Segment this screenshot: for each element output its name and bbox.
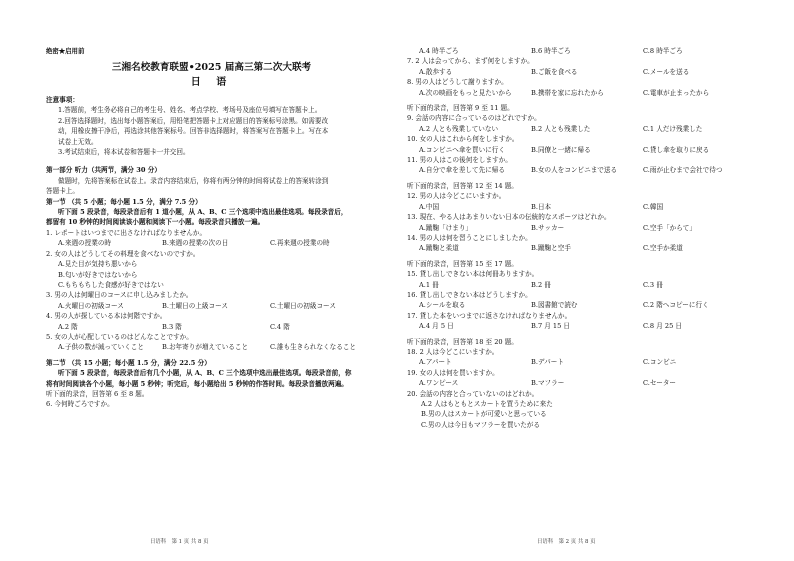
option-b: B.女の人をコンビニまで送る: [531, 166, 618, 175]
option-b: B.デパート: [531, 358, 564, 367]
option-a: A.蹴鞠と柔道: [419, 244, 459, 253]
option-a: A.次の映画をもっと見たいから: [419, 88, 512, 97]
question-6-options: [407, 46, 780, 56]
option-c: C.もちもちした食感が好きではない: [58, 280, 164, 289]
option-a: A.見た目が気持ち悪いから: [58, 260, 138, 269]
option-b: B.来週の授業の次の日: [162, 239, 229, 248]
question-3: 3. 男の人は何曜日のコースに申し込みましたか。: [46, 291, 193, 300]
option-b: B.携帯を家に忘れたから: [531, 88, 604, 97]
section2-instruction: 听下面 5 段录音，每段录音后有几个小题，从 A、B、C 三个选项中选出最佳选项。每段录音前，你: [58, 369, 352, 378]
listen-instruction: 听下面的录音，回答第 15 至 17 题。: [407, 259, 518, 268]
option-a: A.火曜日の初級コース: [58, 301, 124, 310]
option-c: C.8 時半ごろ: [643, 47, 683, 55]
question-16: 16. 貸し出しできない本はどうしますか。: [407, 290, 532, 299]
option-a: A.2 階: [58, 322, 78, 331]
notes-heading: 注意事项：: [46, 96, 79, 104]
page-footer: 日语科 第 2 页 共 8 页: [537, 539, 596, 545]
option-a: A.アパート: [419, 358, 452, 367]
option-c: C.電車が止まったから: [643, 88, 710, 97]
option-c: C.空手か柔道: [643, 244, 683, 253]
note-line: 1.答题前，考生务必将自己的考生号、姓名、考点学校、考场号及座位号填写在答题卡上。: [58, 106, 322, 115]
listen-instruction: 听下面的录音，回答第 9 至 11 题。: [407, 104, 514, 113]
confidential-label: 绝密★启用前: [46, 47, 85, 55]
question-6: 6. 今何時ごろですか。: [46, 400, 114, 409]
question-13: 13. 現在、やる人はあまりいない日本の伝統的なスポーツはどれか。: [407, 213, 611, 222]
option-a: A.蹴鞠「けまり」: [419, 223, 473, 232]
note-line: 试卷上无效。: [58, 137, 98, 146]
section1-instruction: 听下面 5 段录音，每段录音后有 1 道小题，从 A、B、C 三个选项中选出最佳选项。每段录音后，: [58, 208, 348, 217]
option-b: B.3 階: [162, 322, 182, 331]
question-20: 20. 会話の内容と合っていないのはどれか。: [407, 389, 539, 398]
question-18: 18. 2 人は今どこにいますか。: [407, 347, 499, 356]
exam-title: 三湘名校教育联盟•2025 届高三第二次大联考: [111, 62, 312, 73]
option-c: C.3 冊: [643, 280, 663, 289]
option-b: B.匂いが好きではないから: [58, 270, 138, 279]
question-7: 7. 2 人は会ってから、まず何をしますか。: [407, 57, 534, 66]
part1-instruction: 做题时，先将答案标在试卷上。录音内容结束后，你将有两分钟的时间将试卷上的答案转涂到: [58, 176, 329, 185]
question-13-options: [407, 223, 780, 233]
note-line: 动，用橡皮擦干净后，再选涂其他答案标号。回答非选择题时，将答案写在答题卡上。写在本: [58, 127, 329, 136]
question-7-options: [407, 67, 780, 77]
question-9-options: [407, 124, 780, 134]
option-c: C.8 月 25 日: [643, 322, 682, 331]
question-2: 2. 女の人はどうしてその料理を食べないのですか。: [46, 249, 200, 258]
option-a: A.来週の授業の時: [58, 239, 112, 248]
question-5: 5. 女の人が心配しているのはどんなことですか。: [46, 332, 193, 341]
section1-instruction: 都留有 10 秒钟的时间阅读该小题和阅读下一小题。每段录音只播放一遍。: [46, 218, 265, 227]
part1-instruction: 答题卡上。: [46, 187, 79, 196]
question-19: 19. 女の人は何を買いますか。: [407, 368, 499, 377]
question-4: 4. 男の人が探している本は何階ですか。: [46, 312, 167, 321]
listen-instruction: 听下面的录音，回答第 18 至 20 题。: [407, 337, 518, 346]
question-11: 11. 男の人はこの後何をしますか。: [407, 156, 512, 165]
option-a: A.4 月 5 日: [419, 322, 454, 331]
option-b: B.土曜日の上級コース: [162, 301, 228, 310]
option-a: A.散歩する: [419, 67, 453, 76]
question-19-options: [407, 378, 780, 388]
option-b: B.2 冊: [531, 280, 551, 289]
option-a: A.ワンピース: [419, 379, 459, 388]
question-17-options: [407, 321, 780, 331]
section2-heading: 第二节 （共 15 小题；每小题 1.5 分，满分 22.5 分）: [46, 358, 211, 367]
note-line: 3.考试结束后，将本试卷和答题卡一并交回。: [58, 148, 190, 157]
question-4-options: [46, 322, 377, 332]
option-b: B.蹴鞠と空手: [531, 244, 571, 253]
question-9: 9. 会話の内容に合っているのはどれですか。: [407, 114, 541, 123]
question-11-options: [407, 165, 780, 175]
option-b: B.6 時半ごろ: [531, 47, 571, 55]
question-8: 8. 男の人はどうして謝りますか。: [407, 78, 508, 87]
option-a: A.中国: [419, 202, 440, 211]
option-c: C.韓国: [643, 202, 664, 211]
note-line: 2.回答选择题时，选出每小题答案后，用铅笔把答题卡上对应题目的答案标号涂黑。如需要改: [58, 116, 329, 125]
option-a: A.シールを取る: [419, 301, 466, 310]
section1-heading: 第一节 （共 5 小题；每小题 1.5 分，满分 7.5 分）: [46, 197, 202, 206]
question-10-options: [407, 145, 780, 155]
option-b: B.図書館で読む: [531, 301, 578, 310]
option-a: A.自分で傘を差して先に帰る: [419, 166, 505, 175]
option-a: A.2 人はもともとスカートを買うために来た: [421, 400, 553, 408]
option-c: C.土曜日の初級コース: [270, 301, 336, 310]
option-b: B.マフラー: [531, 379, 565, 388]
section2-instruction: 将有时间阅读各个小题，每小题 5 秒钟；听完后，每小题给出 5 秒钟的作答时间。每段录音播放两遍。: [46, 379, 348, 388]
option-c: C.誰も生きられなくなること: [270, 343, 357, 352]
option-a: A.1 冊: [419, 280, 439, 289]
question-12-options: [407, 202, 780, 212]
question-18-options: [407, 357, 780, 367]
question-10: 10. 女の人はこれから何をしますか。: [407, 135, 519, 144]
option-b: B.7 月 15 日: [531, 322, 571, 331]
question-5-options: [46, 342, 377, 352]
option-b: B.同僚と一緒に帰る: [531, 145, 591, 154]
exam-page-2: [397, 0, 794, 561]
question-1-options: [46, 238, 377, 248]
option-c: C.2 階へコピーに行く: [643, 301, 709, 310]
option-c: C.再来週の授業の時: [270, 239, 330, 248]
question-3-options: [46, 301, 377, 311]
listen-instruction: 听下面的录音，回答第 6 至 8 题。: [46, 389, 149, 398]
option-c: C.セーター: [643, 379, 677, 388]
option-a: A.子供の数が減っていくこと: [58, 343, 144, 352]
option-c: C.4 階: [270, 322, 290, 331]
option-b: B.男の人はスカートが可愛いと思っている: [421, 410, 547, 419]
option-b: B.サッカー: [531, 223, 565, 232]
option-a: A.コンビニへ傘を買いに行く: [419, 145, 505, 154]
question-14-options: [407, 243, 780, 253]
question-8-options: [407, 88, 780, 98]
question-17: 17. 貸した本をいつまでに返さなければなりませんか。: [407, 311, 572, 320]
option-c: C.1 人だけ残業した: [643, 124, 703, 133]
subject-title: 日 语: [190, 77, 233, 88]
option-b: B.お年寄りが増えていること: [162, 343, 249, 352]
question-12: 12. 男の人は今どこにいますか。: [407, 192, 506, 201]
option-c: C.空手「からて」: [643, 223, 696, 232]
listen-instruction: 听下面的录音，回答第 12 至 14 题。: [407, 181, 518, 190]
option-a: A.2 人とも残業していない: [419, 124, 499, 133]
question-1: 1. レポートはいつまでに出さなければなりませんか。: [46, 228, 207, 237]
question-15-options: [407, 280, 780, 290]
question-16-options: [407, 300, 780, 310]
part1-heading: 第一部分 听力（共两节，满分 30 分）: [46, 166, 161, 175]
option-a: A.4 時半ごろ: [419, 47, 459, 55]
option-c: C.メールを送る: [643, 67, 690, 76]
option-b: B.ご飯を食べる: [531, 67, 578, 76]
option-c: C.雨が止むまで会社で待つ: [643, 166, 723, 175]
page-footer: 日语科 第 1 页 共 8 页: [150, 539, 209, 545]
question-14: 14. 男の人は何を習うことにしましたか。: [407, 233, 532, 242]
option-c: C.コンビニ: [643, 358, 677, 367]
option-b: B.日本: [531, 202, 552, 211]
option-b: B.2 人とも残業した: [531, 124, 591, 133]
option-c: C.貸し傘を取りに戻る: [643, 145, 710, 154]
option-c: C.男の人は今日もマフラーを買いたがる: [421, 420, 540, 429]
question-15: 15. 貸し出しできない本は何冊ありますか。: [407, 270, 539, 279]
